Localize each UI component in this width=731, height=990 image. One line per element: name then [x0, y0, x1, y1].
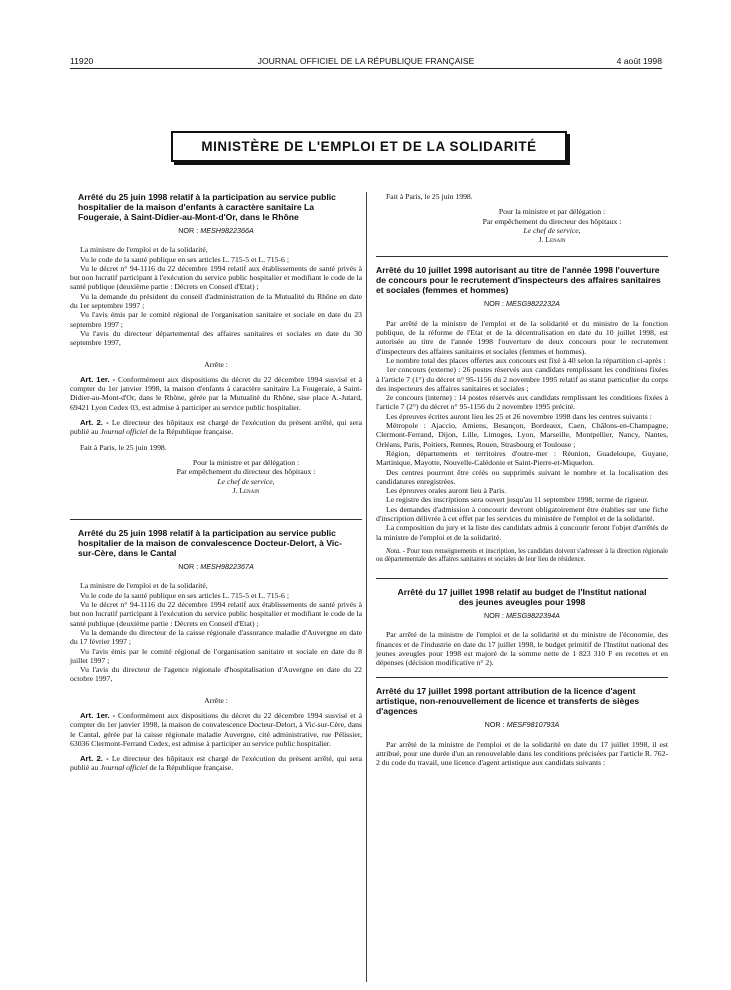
- nota-note: Nota. - Pour tous renseignements et inscription, les candidats doivent s'adresser à la direction régionale ou départementale des affaires sanitaires et sociales de leur lieu de résidence.: [376, 547, 668, 563]
- right-column: [376, 192, 668, 768]
- paragraph: Vu l'avis du directeur départemental des affaires sanitaires et sociales en date du 30 septembre 1997,: [70, 328, 362, 348]
- arrete-title: Arrêté du 17 juillet 1998 portant attribution de la licence d'agent artistique, non-renouvellement de licence et transferts de sièges d'agences: [376, 686, 640, 717]
- paragraph: Par arrêté de la ministre de l'emploi et de la solidarité et du ministre de l'économie, des finances et de l'industrie en date du 17 juillet 1998, le budget primitif de l'Institut national des jeunes aveugles pour 1998 est majoré de la somme nette de 1 823 310 F en recettes et en dépenses (décision modificative n° 2).: [376, 630, 668, 668]
- signature-role: Le chef de service,: [523, 225, 581, 235]
- paragraph: La composition du jury et la liste des candidats admis à concourir feront l'objet d'arrêtés de la ministre de l'emploi et de la solidarité.: [376, 523, 668, 542]
- article-1: Art. 1er. - Conformément aux dispositions du décret du 22 décembre 1994 susvisé et à compter du 1er janvier 1998, la maison de convalescence Docteur-Delort, à Vic-sur-Cère, dans le Cantal, gérée par la caisse régionale maladie Auvergne, cité administrative, rue Pélissier, 63036 Clermont-Ferrand Cedex, est admise à participer au service public hospitalier.: [70, 710, 363, 748]
- paragraph: Région, départements et territoires d'outre-mer : Réunion, Guadeloupe, Guyane, Martinique, Mayotte, Nouvelle-Calédonie et Saint-Pierre-et-Miquelon.: [376, 448, 668, 468]
- signature-delegation: Pour la ministre et par délégation :: [192, 457, 300, 467]
- paragraph: Vu l'avis du directeur de l'agence régionale d'hospitalisation d'Auvergne en date du 22 octobre 1997,: [70, 665, 362, 684]
- paragraph: La ministre de l'emploi et de la solidarité,: [80, 581, 208, 591]
- signature-role: Le chef de service,: [217, 476, 275, 486]
- article-2: Art. 2. - Le directeur des hôpitaux est chargé de l'exécution du présent arrêté, qui sera publié au Journal officiel de la République française.: [70, 418, 363, 437]
- arrete-heading: Arrête :: [204, 695, 228, 705]
- page-number: 11920: [70, 56, 94, 66]
- paragraph: Les demandes d'admission à concourir devront obligatoirement être établies sur une fiche d'inscription délivrée à cet effet par les services du ministère de l'emploi et de la solidarité.: [376, 504, 668, 524]
- paragraph: Vu l'avis émis par le comité régional de l'organisation sanitaire et sociale en date du 8 juillet 1997 ;: [70, 646, 362, 665]
- article-2: Art. 2. - Le directeur des hôpitaux est chargé de l'exécution du présent arrêté, qui sera publié au Journal officiel de la République française.: [70, 754, 363, 773]
- paragraph: Par arrêté de la ministre de l'emploi et de la solidarité et du ministre de la fonction publique, de la réforme de l'Etat et de la décentralisation en date du 10 juillet 1998, est autorisée au titre de l'année 1998 l'ouverture de deux concours pour le recrutement d'inspecteurs des affaires sanitaires et sociales (femmes et hommes).: [376, 318, 668, 356]
- journal-title: JOURNAL OFFICIEL DE LA RÉPUBLIQUE FRANÇAISE: [257, 56, 475, 66]
- nor-reference: NOR : MESF9810793A: [484, 720, 560, 730]
- section-separator: [70, 519, 362, 520]
- paragraph: La ministre de l'emploi et de la solidarité,: [80, 245, 208, 255]
- arrete-title: Arrêté du 25 juin 1998 relatif à la participation au service public hospitalier de la maison de convalescence Docteur-Delort, à Vic-sur-Cère, dans le Cantal: [78, 528, 342, 559]
- signature-place-date: Fait à Paris, le 25 juin 1998.: [386, 192, 473, 201]
- paragraph: Vu l'avis émis par le comité régional de l'organisation sanitaire et sociale en date du 23 septembre 1997 ;: [70, 310, 362, 329]
- column-divider: [366, 192, 367, 982]
- nor-reference: NOR : MESH9822366A: [178, 226, 254, 235]
- paragraph: Vu le code de la santé publique en ses articles L. 715-5 et L. 715-6 ;: [80, 254, 289, 264]
- paragraph: Métropole : Ajaccio, Amiens, Besançon, Bordeaux, Caen, Châlons-en-Champagne, Clermont-Ferrand, Dijon, Lille, Limoges, Lyon, Marseille, Montpellier, Nancy, Nantes, Orléans, Paris, Poitiers, Rennes, Rouen, Strasbourg et Toulouse ;: [376, 421, 668, 449]
- paragraph: Les épreuves écrites auront lieu les 25 et 26 novembre 1998 dans les centres suivants :: [386, 411, 652, 421]
- section-separator: [376, 677, 668, 678]
- paragraph: Vu le décret n° 94-1116 du 22 décembre 1994 relatif aux établissements de santé privés à but non lucratif participant à l'exécution du service public hospitalier et modifiant le code de la santé publique (deuxième partie : Décrets en Conseil d'Etat) ;: [70, 600, 362, 628]
- nor-reference: NOR : MESH9822367A: [178, 562, 254, 572]
- paragraph: Par arrêté de la ministre de l'emploi et de la solidarité en date du 17 juillet 1998, il est attribué, pour une durée d'un an renouvelable dans les conditions précisées par l'article R. 762-2 du code du travail, une licence d'agent artistique aux candidats suivants :: [376, 739, 668, 768]
- signatory: J. Lenain: [538, 235, 566, 245]
- signature-delegation: Pour la ministre et par délégation :: [498, 207, 606, 217]
- paragraph: Vu la demande du président du conseil d'administration de la Mutualité du Rhône en date du 1er septembre 1997 ;: [70, 291, 362, 311]
- arrete-title: Arrêté du 10 juillet 1998 autorisant au titre de l'année 1998 l'ouverture de concours pour le recrutement d'inspecteurs des affaires sanitaires et sociales (femmes et hommes): [376, 265, 661, 296]
- article-1: Art. 1er. - Conformément aux dispositions du décret du 22 décembre 1994 susvisé et à compter du 1er janvier 1998, la maison d'enfants à caractère sanitaire La Fougeraie, à Saint-Didier-au-Mont-d'Or, dans le Rhône, gérée par la Mutualité du Rhône, sise place A.-Jutard, 69421 Lyon Cedex 03, est admise à participer au service public hospitalier.: [70, 374, 363, 412]
- arrete-title: Arrêté du 17 juillet 1998 relatif au budget de l'Institut national des jeunes aveugles pour 1998: [397, 586, 647, 607]
- signatory: J. Lenain: [232, 485, 260, 495]
- paragraph: Les épreuves orales auront lieu à Paris.: [386, 486, 507, 496]
- ministry-banner: MINISTÈRE DE L'EMPLOI ET DE LA SOLIDARITÉ: [171, 131, 567, 162]
- paragraph: Le nombre total des places offertes aux concours est fixé à 40 selon la répartition ci-après :: [386, 355, 666, 365]
- arrete-heading: Arrête :: [204, 359, 228, 369]
- paragraph: 2e concours (interne) : 14 postes réservés aux candidats remplissant les conditions fixées à l'article 7 (2°) du décret n° 95-1156 du 2 novembre 1995 précité.: [376, 393, 668, 412]
- left-column: [70, 192, 362, 773]
- paragraph: Vu la demande du directeur de la caisse régionale d'assurance maladie d'Auvergne en date du 17 février 1997 ;: [70, 627, 362, 647]
- paragraph: Le registre des inscriptions sera ouvert jusqu'au 11 septembre 1998, terme de rigueur.: [386, 495, 649, 505]
- nor-reference: NOR : MESG9822394A: [484, 610, 560, 620]
- nor-reference: NOR : MESG9822232A: [484, 299, 560, 309]
- section-separator: [376, 578, 668, 579]
- arrete-title: Arrêté du 25 juin 1998 relatif à la participation au service public hospitalier de la maison d'enfants à caractère sanitaire La Fougeraie, à Saint-Didier-au-Mont-d'Or, dans le Rhône: [78, 192, 336, 222]
- section-separator: [376, 256, 668, 257]
- signature-place-date: Fait à Paris, le 25 juin 1998.: [80, 442, 167, 452]
- paragraph: Des centres pourront être créés ou supprimés suivant le nombre et la localisation des candidatures enregistrées.: [376, 467, 668, 486]
- paragraph: Vu le décret n° 94-1116 du 22 décembre 1994 relatif aux établissements de santé privés à but non lucratif participant à l'exécution du service public hospitalier et modifiant le code de la santé publique (deuxième partie : Décrets en Conseil d'Etat) ;: [70, 263, 362, 292]
- paragraph: 1er concours (externe) : 26 postes réservés aux candidats remplissant les conditions fixées à l'article 7 (1°) du décret n° 95-1156 du 2 novembre 1995 relatif au statut particulier du corps des inspecteurs des affaires sanitaires et sociales ;: [376, 365, 668, 393]
- signature-empechement: Par empêchement du directeur des hôpitaux :: [482, 216, 622, 226]
- publication-date: 4 août 1998: [616, 56, 662, 66]
- paragraph: Vu le code de la santé publique en ses articles L. 715-5 et L. 715-6 ;: [80, 590, 289, 600]
- header-rule: [70, 68, 662, 69]
- signature-empechement: Par empêchement du directeur des hôpitaux :: [176, 467, 316, 477]
